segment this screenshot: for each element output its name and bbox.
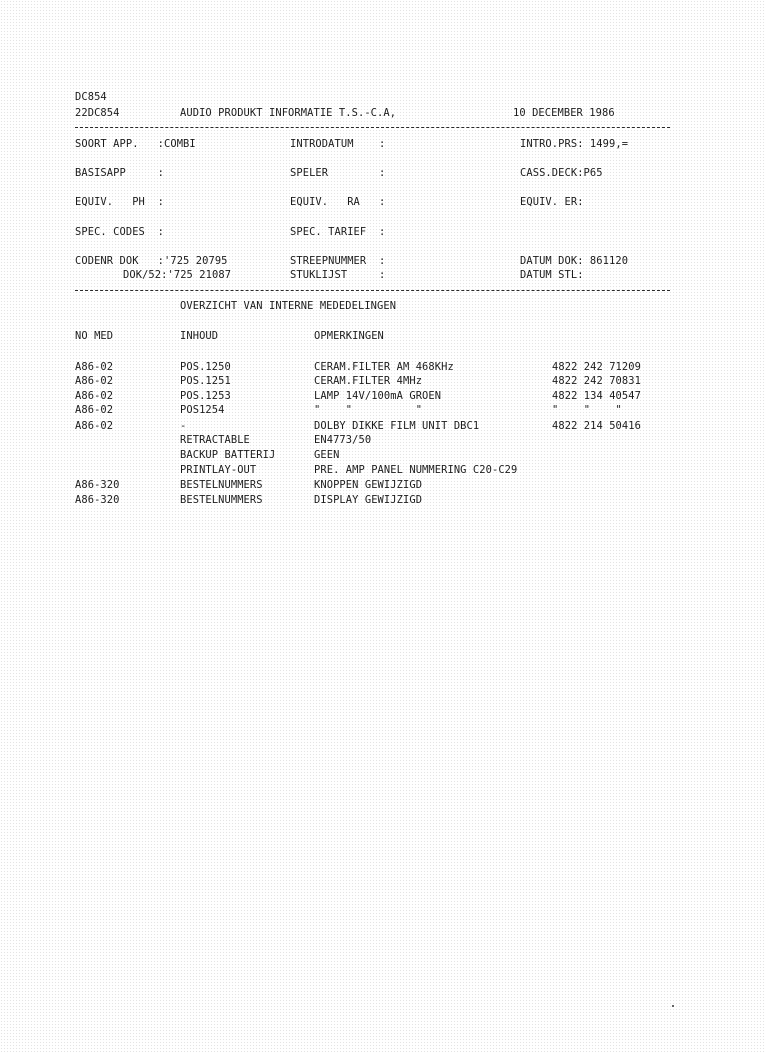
field-equiv-er: EQUIV. ER: [520,196,584,208]
dashed-divider-top [75,127,670,128]
doc-code: DC854 [75,91,107,103]
section-title: OVERZICHT VAN INTERNE MEDEDELINGEN [180,300,397,312]
field-dok52: DOK/52:'725 21087 [123,269,232,281]
field-equiv-ra: EQUIV. RA : [290,196,386,208]
row-inhoud: POS.1250 [180,361,231,373]
row-opmerking: EN4773/50 [314,434,372,446]
row-opmerking: GEEN [314,449,340,461]
row-no-med: A86-02 [75,420,114,432]
dashed-divider-bottom [75,290,670,291]
row-no-med: A86-02 [75,361,114,373]
field-codenr-dok: CODENR DOK :'725 20795 [75,255,228,267]
row-code: " " " [552,404,622,416]
row-inhoud: BESTELNUMMERS [180,494,263,506]
field-basisapp: BASISAPP : [75,167,164,179]
row-inhoud: RETRACTABLE [180,434,250,446]
row-inhoud: BACKUP BATTERIJ [180,449,276,461]
document-title: AUDIO PRODUKT INFORMATIE T.S.-C.A, [180,107,397,119]
row-inhoud: POS1254 [180,404,225,416]
row-opmerking: PRE. AMP PANEL NUMMERING C20-C29 [314,464,518,476]
field-intro-prs: INTRO.PRS: 1499,= [520,138,629,150]
row-inhoud: BESTELNUMMERS [180,479,263,491]
field-introdatum: INTRODATUM : [290,138,386,150]
field-soort-app: SOORT APP. :COMBI [75,138,196,150]
row-inhoud: - [180,420,187,432]
field-cass-deck: CASS.DECK:P65 [520,167,603,179]
field-datum-dok: DATUM DOK: 861120 [520,255,629,267]
row-code: 4822 134 40547 [552,390,641,402]
row-inhoud: POS.1251 [180,375,231,387]
row-code: 4822 242 71209 [552,361,641,373]
field-datum-stl: DATUM STL: [520,269,584,281]
row-code: 4822 242 70831 [552,375,641,387]
row-opmerking: CERAM.FILTER AM 468KHz [314,361,454,373]
row-no-med: A86-02 [75,404,114,416]
column-header-no-med: NO MED [75,330,114,342]
row-no-med: A86-02 [75,390,114,402]
row-code: 4822 214 50416 [552,420,641,432]
row-no-med: A86-320 [75,479,120,491]
field-stuklijst: STUKLIJST : [290,269,386,281]
doc-code-full: 22DC854 [75,107,120,119]
scan-speck [672,1005,674,1007]
row-opmerking: " " " [314,404,423,416]
field-equiv-ph: EQUIV. PH : [75,196,164,208]
column-header-inhoud: INHOUD [180,330,219,342]
field-speler: SPELER : [290,167,386,179]
row-inhoud: PRINTLAY-OUT [180,464,257,476]
row-opmerking: CERAM.FILTER 4MHz [314,375,423,387]
row-opmerking: DISPLAY GEWIJZIGD [314,494,423,506]
field-streepnummer: STREEPNUMMER : [290,255,386,267]
document-date: 10 DECEMBER 1986 [513,107,615,119]
field-spec-codes: SPEC. CODES : [75,226,164,238]
row-no-med: A86-320 [75,494,120,506]
row-opmerking: DOLBY DIKKE FILM UNIT DBC1 [314,420,480,432]
field-spec-tarief: SPEC. TARIEF : [290,226,386,238]
row-opmerking: LAMP 14V/100mA GROEN [314,390,442,402]
column-header-opmerkingen: OPMERKINGEN [314,330,384,342]
row-opmerking: KNOPPEN GEWIJZIGD [314,479,423,491]
row-inhoud: POS.1253 [180,390,231,402]
row-no-med: A86-02 [75,375,114,387]
